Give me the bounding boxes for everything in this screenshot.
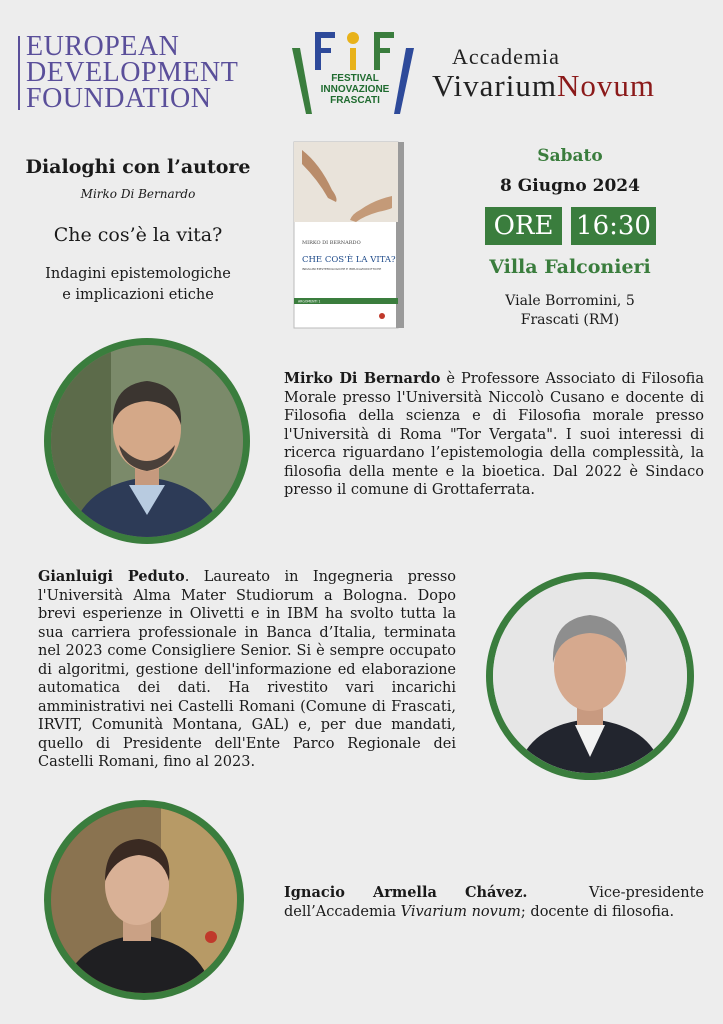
edf-line-1: EUROPEAN bbox=[26, 31, 180, 62]
bio-text-mirko: è Professore Associato di Filosofia Morale presso l'Università Niccolò Cusano e docente di Filosofia della scienza e di Filosofia morale presso l'Università di Roma "Tor Vergata". I suoi interessi di ricerca riguardano l’epistemologia della complessità, la filosofia della mente e la bioetica. Dal 2022 è Sindaco presso il comune di Grottaferrata. bbox=[284, 371, 704, 498]
speaker-name-gianluigi: Gianluigi Peduto bbox=[38, 568, 185, 585]
event-time: 16:30 bbox=[571, 207, 656, 245]
book-subtitle bbox=[18, 264, 258, 306]
event-address bbox=[470, 292, 670, 330]
vivarium-word: Vivarium bbox=[432, 68, 557, 103]
address-line-1: Viale Borromini, 5 bbox=[505, 293, 635, 309]
fif-logo-text bbox=[312, 73, 398, 106]
book-author-text: MIRKO DI BERNARDO bbox=[302, 240, 361, 246]
event-date: 8 Giugno 2024 bbox=[500, 176, 640, 196]
bio-mirko bbox=[284, 370, 704, 500]
address-line-2: Frascati (RM) bbox=[520, 312, 620, 328]
bio-ignacio bbox=[284, 884, 704, 921]
fif-line-2: INNOVAZIONE bbox=[320, 84, 390, 95]
edf-logo bbox=[26, 31, 276, 114]
speaker-name-ignacio: Ignacio Armella Chávez. bbox=[284, 884, 528, 901]
bio-text-ignacio-1: Vice-presidente dell’Accademia bbox=[284, 885, 704, 920]
book-title-text: CHE COS’È LA VITA? bbox=[302, 255, 396, 265]
ore-label: ORE bbox=[485, 207, 562, 245]
speaker-photo-ignacio bbox=[44, 800, 244, 1000]
fif-line-3: FRASCATI bbox=[330, 95, 380, 106]
book-subtitle-text: INDAGINI EPISTEMOLOGICHE E IMPLICAZIONI ETICHE bbox=[302, 267, 382, 271]
event-day: Sabato bbox=[537, 146, 603, 166]
event-venue: Villa Falconieri bbox=[489, 256, 651, 278]
subtitle-line-2: e implicazioni etiche bbox=[62, 287, 214, 303]
book-cover bbox=[292, 140, 406, 330]
vivarium-novum bbox=[432, 70, 702, 102]
bio-text-ignacio-em: Vivarium novum bbox=[400, 903, 521, 920]
book-series-text: ARGOMENTI 1 bbox=[298, 299, 321, 304]
speaker-photo-gianluigi bbox=[486, 572, 694, 780]
speaker-photo-mirko bbox=[44, 338, 250, 544]
bio-text-ignacio-2: ; docente di filosofia. bbox=[520, 903, 675, 920]
edf-line-3: FOUNDATION bbox=[26, 83, 212, 114]
edf-logo-bar bbox=[18, 36, 20, 110]
series-title: Dialoghi con l’autore bbox=[25, 156, 251, 178]
book-question: Che cos’è la vita? bbox=[53, 224, 223, 246]
bio-gianluigi bbox=[38, 568, 456, 772]
speaker-name-mirko: Mirko Di Bernardo bbox=[284, 370, 441, 387]
accademia-label: Accademia bbox=[452, 44, 560, 69]
edf-line-2: DEVELOPMENT bbox=[26, 57, 239, 88]
novum-word: Novum bbox=[556, 68, 655, 103]
bio-text-gianluigi: . Laureato in Ingegneria presso l'Università Alma Mater Studiorum a Bologna. Dopo brevi esperienze in Olivetti e in IBM ha svolto tutta la sua carriera professionale in Banca d’Italia, terminata nel 2023 come Consigliere Senior. Si è sempre occupato di algoritmi, gestione dell'informazione ed elaborazione automatica dei dati. Ha rivestito vari incarichi amministrativi nei Castelli Romani (Comune di Frascati, IRVIT, Comunità Montana, GAL) e, per due mandati, quello di Presidente dell'Ente Parco Regionale dei Castelli Romani, fino al 2023. bbox=[38, 569, 456, 770]
accademia-logo bbox=[432, 44, 702, 102]
author-name: Mirko Di Bernardo bbox=[80, 187, 196, 201]
fif-line-1: FESTIVAL bbox=[331, 73, 379, 84]
subtitle-line-1: Indagini epistemologiche bbox=[45, 266, 231, 282]
